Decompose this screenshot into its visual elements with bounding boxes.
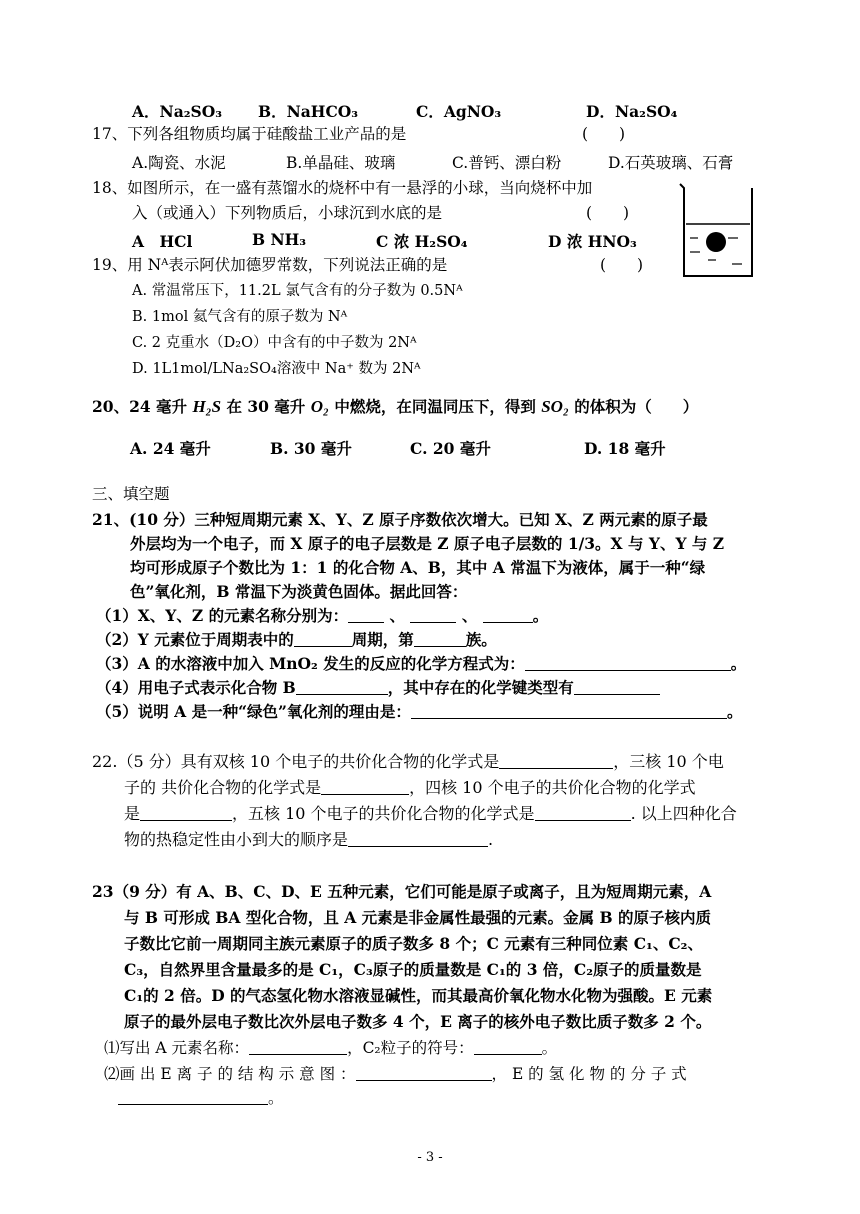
q20-option-a: A. 24 毫升: [130, 439, 211, 458]
q21-sub-5: [96, 702, 742, 722]
q21-sub-2-text-a: （2）Y 元素位于周期表中的: [96, 630, 294, 649]
answer-blank[interactable]: [249, 1039, 347, 1055]
period: 。: [532, 606, 549, 625]
q20-option-c: C. 20 毫升: [410, 439, 491, 458]
q20-text-4: 的体积为（ ）: [568, 397, 699, 416]
q23-sub-1-text-c: 。: [541, 1039, 558, 1057]
q23-sub-2-text-c: 。: [268, 1089, 284, 1107]
q23-sub-2-text-a: ⑵画 出 E 离 子 的 结 构 示 意 图 ：: [104, 1065, 356, 1083]
q18-line-1: 18、如图所示，在一盛有蒸馏水的烧杯中有一悬浮的小球，当向烧杯中加: [92, 179, 593, 197]
q22-text-b: ，三核 10 个电: [613, 752, 724, 771]
answer-blank[interactable]: [118, 1089, 268, 1105]
q22-text-d: ，四核 10 个电子的共价化合物的化学式: [409, 778, 696, 797]
q20-option-b: B. 30 毫升: [270, 439, 352, 458]
q20-text-2: 在 30 毫升: [221, 397, 311, 416]
answer-blank[interactable]: [321, 779, 409, 795]
q23-line-3: 子数比它前一周期同主族元素原子的质子数多 8 个；C 元素有三种同位素 C₁、C₂、: [124, 934, 703, 953]
q18-option-a: A HCl: [132, 232, 193, 251]
q17-stem: 17、下列各组物质均属于硅酸盐工业产品的是: [92, 125, 407, 143]
q21-sub-3: [96, 654, 746, 674]
answer-blank[interactable]: [483, 607, 533, 623]
page-number: - 3 -: [417, 1150, 443, 1165]
q21-sub-4-text-b: ，其中存在的化学键类型有: [387, 678, 574, 697]
q20-stem: [92, 397, 698, 417]
q18-line-2: 入（或通入）下列物质后，小球沉到水底的是: [132, 204, 443, 222]
answer-blank[interactable]: [296, 679, 388, 695]
q22-text-c: 子的 共价化合物的化学式是: [124, 778, 322, 797]
q19-option-d: D. 1L1mol/LNa₂SO₄溶液中 Na⁺ 数为 2Nᴬ: [132, 361, 421, 377]
section-title: 三、填空题: [92, 485, 170, 503]
q20-text-1: 20、24 毫升: [92, 397, 193, 416]
q19-answer-paren: ( ): [600, 256, 644, 274]
q22-text-e: 是: [124, 804, 141, 823]
answer-blank[interactable]: [574, 679, 660, 695]
q16-option-d: D．Na₂SO₄: [586, 102, 678, 121]
q21-line-4: 色”氧化剂，B 常温下为淡黄色固体。据此回答：: [130, 582, 468, 601]
q23-sub-1: [104, 1036, 557, 1060]
q17-option-a: A.陶瓷、水泥: [132, 154, 226, 172]
answer-blank[interactable]: [356, 1065, 492, 1081]
q22-line-4: [124, 828, 493, 852]
q23-sub-1-text-a: ⑴写出 A 元素名称：: [104, 1039, 250, 1057]
period: 。: [726, 702, 743, 721]
q21-sub-1-text: （1）X、Y、Z 的元素名称分别为：: [96, 606, 349, 625]
q23-line-4: C₃，自然界里含量最多的是 C₁，C₃原子的质量数是 C₁的 3 倍，C₂原子的质量数是: [124, 960, 702, 979]
separator: 、: [389, 606, 406, 625]
q22-text-f: ，五核 10 个电子的共价化合物的化学式是: [232, 804, 535, 823]
q20-formula-o2: O₂: [310, 397, 329, 416]
q17-option-d: D.石英玻璃、石膏: [608, 154, 734, 172]
q18-option-d: D 浓 HNO₃: [548, 232, 637, 251]
q23-sub-1-text-b: ，C₂粒子的符号：: [347, 1039, 474, 1057]
answer-blank[interactable]: [410, 607, 456, 623]
answer-blank[interactable]: [535, 805, 631, 821]
q16-option-c: C．AgNO₃: [416, 102, 502, 121]
q21-line-3: 均可形成原子个数比为 1：1 的化合物 A、B，其中 A 常温下为液体，属于一种“绿: [130, 558, 706, 577]
q21-sub-4: [96, 678, 660, 698]
q18-answer-paren: ( ): [586, 204, 630, 222]
q20-text-3: 中燃烧，在同温同压下，得到: [328, 397, 542, 416]
answer-blank[interactable]: [414, 631, 466, 647]
q23-sub-2: [104, 1062, 687, 1086]
q22-line-2: [124, 776, 696, 800]
answer-blank[interactable]: [348, 831, 488, 847]
q17-answer-paren: ( ): [582, 125, 626, 143]
q21-sub-4-text-a: （4）用电子式表示化合物 B: [96, 678, 296, 697]
q18-option-b: B NH₃: [252, 230, 307, 249]
q21-sub-2: [96, 630, 497, 650]
q16-option-a: A．Na₂SO₃: [132, 102, 223, 121]
q17-option-b: B.单晶硅、玻璃: [286, 154, 396, 172]
q22-line-3: [124, 802, 737, 826]
q23-line-2: 与 B 可形成 BA 型化合物，且 A 元素是非金属性最强的元素。金属 B 的原子核内质: [124, 908, 712, 927]
q20-option-d: D. 18 毫升: [584, 439, 666, 458]
q21-sub-3-text: （3）A 的水溶液中加入 MnO₂ 发生的反应的化学方程式为：: [96, 654, 525, 673]
q22-text-i: .: [488, 830, 494, 849]
period: 。: [730, 654, 747, 673]
q23-line-6: 原子的最外层电子数比次外层电子数多 4 个，E 离子的核外电子数比质子数多 2 个。: [124, 1012, 712, 1031]
q22-text-g: . 以上四种化合: [630, 804, 737, 823]
q21-line-2: 外层均为一个电子，而 X 原子的电子层数是 Z 原子电子层数的 1/3。X 与 Y、Y 与 Z: [130, 534, 725, 553]
q20-formula-h2s: H₂S: [192, 397, 222, 416]
q16-option-b: B．NaHCO₃: [258, 102, 359, 121]
q22-text-h: 物的热稳定性由小到大的顺序是: [124, 830, 349, 849]
beaker-outline: [680, 184, 752, 276]
q21-sub-2-text-c: 族。: [465, 630, 497, 649]
answer-blank[interactable]: [348, 607, 384, 623]
q23-sub-2-cont: [118, 1086, 284, 1110]
q19-option-b: B. 1mol 氦气含有的原子数为 Nᴬ: [132, 309, 348, 325]
q22-text-a: 22.（5 分）具有双核 10 个电子的共价化合物的化学式是: [92, 752, 500, 771]
q21-sub-1: [96, 606, 548, 626]
q19-stem: 19、用 Nᴬ表示阿伏加德罗常数，下列说法正确的是: [92, 256, 448, 274]
answer-blank[interactable]: [525, 655, 731, 671]
answer-blank[interactable]: [140, 805, 232, 821]
q21-line-1: 21、(10 分）三种短周期元素 X、Y、Z 原子序数依次增大。已知 X、Z 两元素的原子最: [92, 510, 708, 529]
q21-sub-5-text: （5）说明 A 是一种“绿色”氧化剂的理由是：: [96, 702, 411, 721]
beaker-figure: [676, 182, 760, 282]
q22-line-1: [92, 750, 724, 774]
separator: 、: [461, 606, 478, 625]
q23-sub-2-text-b: ， E 的 氢 化 物 的 分 子 式: [491, 1065, 687, 1083]
q19-option-a: A. 常温常压下，11.2L 氯气含有的分子数为 0.5Nᴬ: [132, 283, 463, 299]
q23-line-5: C₁的 2 倍。D 的气态氢化物水溶液显碱性，而其最高价氧化物水化物为强酸。E 元素: [124, 986, 713, 1005]
answer-blank[interactable]: [294, 631, 352, 647]
q23-line-1: 23（9 分）有 A、B、C、D、E 五种元素，它们可能是原子或离子，且为短周期元素，A: [92, 882, 712, 901]
q21-sub-2-text-b: 周期，第: [351, 630, 414, 649]
answer-blank[interactable]: [499, 753, 613, 769]
q20-formula-so2: SO₂: [541, 397, 569, 416]
q18-option-c: C 浓 H₂SO₄: [376, 232, 468, 251]
answer-blank[interactable]: [474, 1039, 542, 1055]
answer-blank[interactable]: [411, 703, 727, 719]
floating-ball: [706, 232, 726, 252]
q17-option-c: C.普钙、漂白粉: [452, 154, 562, 172]
q19-option-c: C. 2 克重水（D₂O）中含有的中子数为 2Nᴬ: [132, 335, 417, 351]
